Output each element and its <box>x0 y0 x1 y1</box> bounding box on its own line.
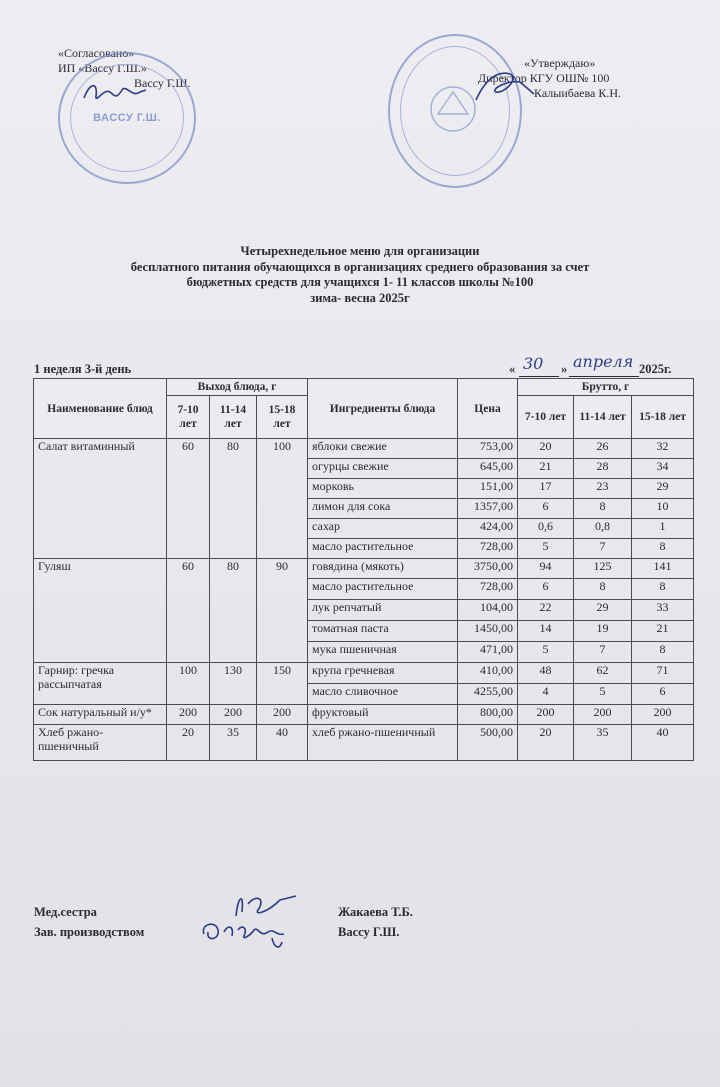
ingredient-gross-3: 8 <box>632 579 694 600</box>
ingredient-gross-3: 40 <box>632 725 694 761</box>
approval-left-name: Вассу Г.Ш. <box>134 76 191 90</box>
ingredient-gross-3: 6 <box>632 684 694 705</box>
ingredient-gross-3: 8 <box>632 539 694 559</box>
dish-output-2: 200 <box>210 705 257 725</box>
left-stamp-text: ВАССУ Г.Ш. <box>93 112 161 124</box>
header-gross-age-1: 7-10 лет <box>518 396 574 439</box>
ingredient-gross-3: 141 <box>632 559 694 579</box>
ingredient-gross-3: 21 <box>632 621 694 642</box>
ingredient-gross-1: 0,6 <box>518 519 574 539</box>
ingredient-name: хлеб ржано-пшеничный <box>308 725 458 761</box>
dish-output-3: 200 <box>257 705 308 725</box>
dish-output-3: 100 <box>257 439 308 559</box>
ingredient-gross-1: 20 <box>518 439 574 459</box>
dish-output-2: 35 <box>210 725 257 761</box>
ingredient-gross-3: 8 <box>632 642 694 663</box>
ingredient-gross-2: 19 <box>574 621 632 642</box>
ingredient-gross-1: 6 <box>518 499 574 519</box>
ingredient-gross-1: 21 <box>518 459 574 479</box>
date-quote-close: » <box>561 362 568 376</box>
ingredient-gross-2: 200 <box>574 705 632 725</box>
ingredient-price: 104,00 <box>458 600 518 621</box>
dish-name: Сок натуральный и/у* <box>34 705 167 725</box>
header-out-age-1: 7-10 лет <box>167 396 210 439</box>
ingredient-gross-1: 20 <box>518 725 574 761</box>
ingredient-name: морковь <box>308 479 458 499</box>
ingredient-gross-2: 7 <box>574 642 632 663</box>
dish-output-1: 60 <box>167 559 210 663</box>
left-signature-icon <box>80 78 150 108</box>
ingredient-gross-3: 29 <box>632 479 694 499</box>
ingredient-price: 500,00 <box>458 725 518 761</box>
footer-role-head: Зав. производством <box>34 925 145 939</box>
ingredient-name: фруктовый <box>308 705 458 725</box>
dish-output-1: 100 <box>167 663 210 705</box>
ingredient-price: 728,00 <box>458 539 518 559</box>
approval-left-title: «Согласовано» <box>58 46 135 60</box>
ingredient-price: 151,00 <box>458 479 518 499</box>
ingredient-gross-1: 48 <box>518 663 574 684</box>
ingredient-gross-2: 23 <box>574 479 632 499</box>
title-line-3: бюджетных средств для учащихся 1- 11 классов школы №100 <box>186 275 534 289</box>
header-out-age-3: 15-18 лет <box>257 396 308 439</box>
ingredient-price: 728,00 <box>458 579 518 600</box>
ingredient-name: сахар <box>308 519 458 539</box>
title-line-1: Четырехнедельное меню для организации <box>240 244 480 258</box>
approval-left-company: ИП «Вассу Г.Ш.» <box>58 61 147 75</box>
ingredient-price: 645,00 <box>458 459 518 479</box>
table-row <box>34 663 694 684</box>
ingredient-name: говядина (мякоть) <box>308 559 458 579</box>
ingredient-gross-2: 8 <box>574 579 632 600</box>
menu-table <box>33 378 694 761</box>
header-ingredients: Ингредиенты блюда <box>308 379 458 439</box>
ingredient-gross-3: 71 <box>632 663 694 684</box>
ingredient-name: масло сливочное <box>308 684 458 705</box>
footer-role-nurse: Мед.сестра <box>34 905 97 919</box>
ingredient-price: 3750,00 <box>458 559 518 579</box>
ingredient-price: 424,00 <box>458 519 518 539</box>
ingredient-gross-2: 26 <box>574 439 632 459</box>
dish-output-3: 90 <box>257 559 308 663</box>
date-field <box>509 352 694 378</box>
dish-output-2: 80 <box>210 559 257 663</box>
dish-name: Гарнир: гречка рассыпчатая <box>34 663 167 705</box>
footer-name-nurse: Жакаева Т.Б. <box>338 905 413 919</box>
header-out-age-2: 11-14 лет <box>210 396 257 439</box>
ingredient-gross-3: 33 <box>632 600 694 621</box>
right-signature-icon <box>470 64 540 108</box>
approval-right-title: «Утверждаю» <box>524 56 596 70</box>
ingredient-name: крупа гречневая <box>308 663 458 684</box>
ingredient-name: томатная паста <box>308 621 458 642</box>
ingredient-price: 753,00 <box>458 439 518 459</box>
ingredient-gross-3: 200 <box>632 705 694 725</box>
dish-output-3: 40 <box>257 725 308 761</box>
ingredient-gross-1: 200 <box>518 705 574 725</box>
dish-name: Хлеб ржано-пшеничный <box>34 725 167 761</box>
week-day-label: 1 неделя 3-й день <box>34 362 132 376</box>
ingredient-gross-2: 7 <box>574 539 632 559</box>
date-month: апреля <box>573 352 634 371</box>
dish-name: Гуляш <box>34 559 167 663</box>
header-output: Выход блюда, г <box>167 379 308 396</box>
ingredient-name: мука пшеничная <box>308 642 458 663</box>
date-year: 2025г. <box>639 362 672 376</box>
ingredient-price: 410,00 <box>458 663 518 684</box>
approval-right-director: Директор КГУ ОШ№ 100 <box>478 71 610 85</box>
left-stamp-icon <box>58 52 196 184</box>
footer-names <box>338 902 413 942</box>
ingredient-name: огурцы свежие <box>308 459 458 479</box>
ingredient-gross-1: 6 <box>518 579 574 600</box>
ingredient-gross-1: 94 <box>518 559 574 579</box>
ingredient-gross-2: 29 <box>574 600 632 621</box>
ingredient-gross-2: 5 <box>574 684 632 705</box>
footer-name-head: Вассу Г.Ш. <box>338 925 400 939</box>
ingredient-gross-1: 4 <box>518 684 574 705</box>
title-line-2: бесплатного питания обучающихся в организациях среднего образования за счет <box>130 259 590 274</box>
table-row <box>34 559 694 579</box>
date-quote-open: « <box>509 362 516 376</box>
ingredient-name: масло растительное <box>308 579 458 600</box>
ingredient-gross-3: 1 <box>632 519 694 539</box>
footer-roles <box>34 902 144 942</box>
ingredient-gross-2: 125 <box>574 559 632 579</box>
ingredient-price: 1357,00 <box>458 499 518 519</box>
ingredient-gross-1: 22 <box>518 600 574 621</box>
header-gross-age-2: 11-14 лет <box>574 396 632 439</box>
ingredient-gross-2: 28 <box>574 459 632 479</box>
document-title <box>40 244 680 306</box>
day-line <box>34 352 694 378</box>
ingredient-gross-3: 10 <box>632 499 694 519</box>
ingredient-name: яблоки свежие <box>308 439 458 459</box>
ingredient-name: лимон для сока <box>308 499 458 519</box>
header-price: Цена <box>458 379 518 439</box>
header-gross: Брутто, г <box>518 379 694 396</box>
title-line-4: зима- весна 2025г <box>310 290 410 305</box>
dish-output-3: 150 <box>257 663 308 705</box>
ingredient-gross-1: 14 <box>518 621 574 642</box>
table-row <box>34 439 694 459</box>
dish-name: Салат витаминный <box>34 439 167 559</box>
date-day: 30 <box>523 354 544 373</box>
ingredient-gross-2: 0,8 <box>574 519 632 539</box>
header-gross-age-3: 15-18 лет <box>632 396 694 439</box>
approval-right-name: Калыибаева К.Н. <box>534 86 622 100</box>
ingredient-price: 4255,00 <box>458 684 518 705</box>
dish-output-1: 200 <box>167 705 210 725</box>
ingredient-gross-1: 5 <box>518 539 574 559</box>
ingredient-price: 471,00 <box>458 642 518 663</box>
ingredient-gross-2: 35 <box>574 725 632 761</box>
table-row <box>34 725 694 761</box>
ingredient-gross-2: 8 <box>574 499 632 519</box>
ingredient-gross-3: 34 <box>632 459 694 479</box>
dish-output-2: 130 <box>210 663 257 705</box>
ingredient-gross-3: 32 <box>632 439 694 459</box>
dish-output-1: 20 <box>167 725 210 761</box>
table-row <box>34 705 694 725</box>
header-dish: Наименование блюд <box>34 379 167 439</box>
ingredient-price: 800,00 <box>458 705 518 725</box>
footer-signature-icon <box>196 886 306 956</box>
ingredient-price: 1450,00 <box>458 621 518 642</box>
dish-output-2: 80 <box>210 439 257 559</box>
ingredient-name: масло растительное <box>308 539 458 559</box>
ingredient-name: лук репчатый <box>308 600 458 621</box>
ingredient-gross-1: 5 <box>518 642 574 663</box>
ingredient-gross-2: 62 <box>574 663 632 684</box>
dish-output-1: 60 <box>167 439 210 559</box>
ingredient-gross-1: 17 <box>518 479 574 499</box>
